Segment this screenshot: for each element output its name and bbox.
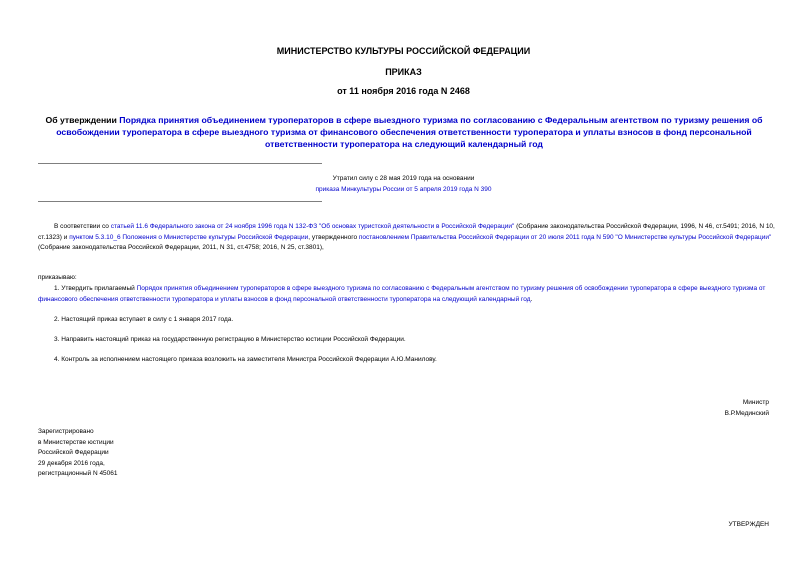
divider-bottom — [38, 201, 322, 202]
registration-line-1: Зарегистрировано — [38, 428, 94, 435]
order-heading: ПРИКАЗ — [385, 67, 422, 77]
title-prefix: Об утверждении — [45, 115, 120, 125]
item-1-end: . — [530, 295, 533, 303]
order-item-3: 3. Направить настоящий приказ на государственную регистрацию в Министерство юстиции Российской Федерации. — [54, 336, 406, 343]
status-note — [0, 174, 807, 195]
resolution-link[interactable]: постановлением Правительства Российской Федерации от 20 июля 2011 года N 590 "О Министерстве культуры Российской Федерации" — [358, 233, 772, 241]
preamble-text-4: (Собрание законодательства Российской Федерации, 2011, N 31, ст.4758; 2016, N 25, ст.3801), — [38, 244, 324, 251]
signer-role: Министр — [742, 399, 769, 406]
approved-heading: УТВЕРЖДЕН — [728, 521, 769, 528]
document-title — [36, 114, 772, 150]
signer-name: В.Р.Мединский — [724, 410, 769, 417]
status-link[interactable]: приказа Минкультуры России от 5 апреля 2019 года N 390 — [315, 185, 492, 193]
status-text: Утратил силу с 28 мая 2019 года на основании — [332, 175, 475, 182]
order-item-1 — [38, 284, 778, 305]
law-link[interactable]: статьей 11.6 Федерального закона от 24 ноября 1996 года N 132-ФЗ "Об основах туристской деятельности в Российской Федерации" — [110, 223, 515, 230]
order-word: приказываю: — [38, 274, 77, 281]
preamble-text-3: , утвержденного — [308, 233, 359, 241]
procedure-link[interactable]: Порядок принятия объединением туроператоров в сфере выездного туризма по согласованию с Федеральным агентством по туризму решения об освобождении туроператора в сфере выездного туризма от финансового обеспечения ответственности туроператора и уплаты взносов в фонд персональной ответственности туроператора на следующий календарный год — [38, 285, 766, 303]
signature-block — [725, 397, 769, 419]
order-item-2: 2. Настоящий приказ вступает в силу с 1 января 2017 года. — [54, 316, 234, 323]
preamble-text-2: (Собрание законодательства Российской Федерации, 1996, N 46, ст.5491; 2016, N 10, ст.1323) и — [38, 223, 775, 241]
registration-line-4: 29 декабря 2016 года, — [38, 459, 105, 467]
registration-line-3: Российской Федерации — [38, 449, 109, 456]
title-link[interactable]: Порядка принятия объединением туроператоров в сфере выездного туризма по согласованию с Федеральным агентством по туризму решения об освобождении туроператора в сфере выездного туризма от финансового обеспечения ответственности туроператора и уплаты взносов в фонд персональной ответственности туроператора на следующий календарный год — [56, 115, 763, 149]
preamble-paragraph — [38, 222, 778, 254]
registration-line-5: регистрационный N 45061 — [38, 470, 118, 477]
regulation-link[interactable]: пунктом 5.3.10_6 Положения о Министерстве культуры Российской Федерации — [69, 233, 309, 241]
order-date: от 11 ноября 2016 года N 2468 — [337, 86, 470, 96]
divider-top — [38, 163, 322, 164]
ministry-heading: МИНИСТЕРСТВО КУЛЬТУРЫ РОССИЙСКОЙ ФЕДЕРАЦИИ — [276, 46, 531, 56]
registration-line-2: в Министерстве юстиции — [38, 438, 114, 446]
order-item-4: 4. Контроль за исполнением настоящего приказа возложить на заместителя Министра Российской Федерации А.Ю.Манилову. — [54, 356, 437, 363]
item-1-text: 1. Утвердить прилагаемый — [54, 285, 137, 292]
registration-block — [38, 427, 118, 480]
preamble-text-1: В соответствии со — [54, 223, 111, 230]
